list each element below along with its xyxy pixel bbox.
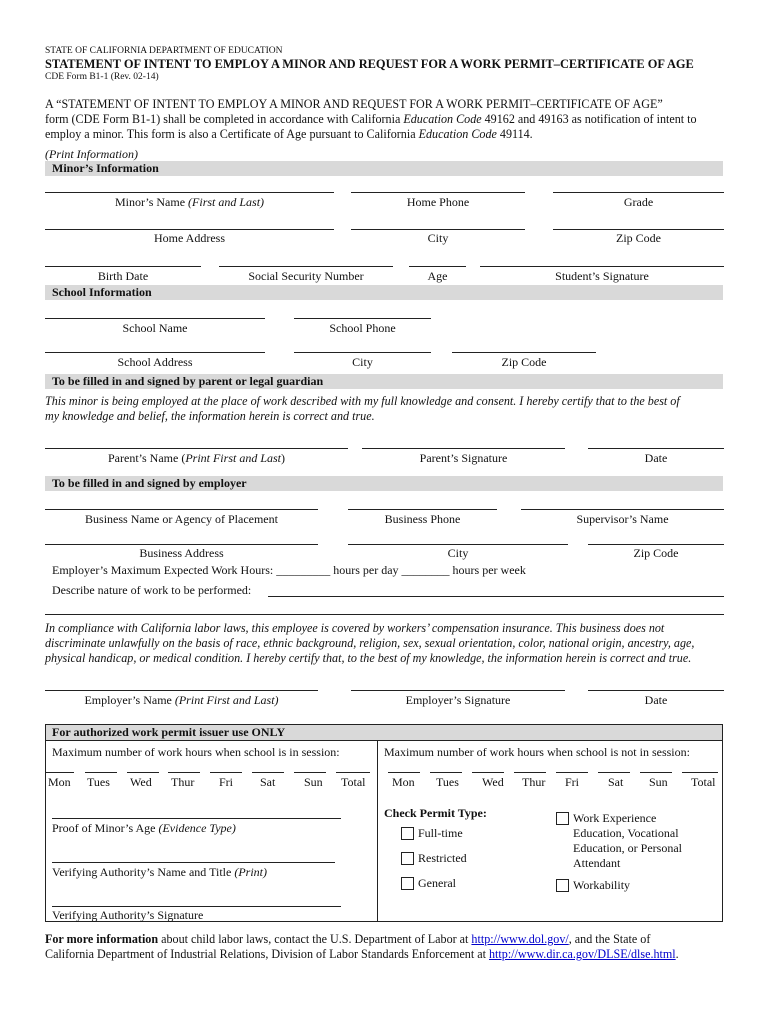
employer-date-label: Date (644, 693, 668, 707)
minor-name-label: Minor’s Name (First and Last) (114, 195, 265, 209)
employer-city-label: City (447, 546, 469, 560)
supervisor-name-field[interactable] (521, 509, 724, 510)
day-label: Thur (171, 775, 195, 789)
parent-date-field[interactable] (588, 448, 724, 449)
compensation-statement: In compliance with California labor laws, this employee is covered by workers’ compensation insurance. This business does not discriminate unlawfully on the basis of race, ethnic background, religion, sex, sexual orientation, color, national origin, ancestry, age, physical handicap, or medical condition. I hereby certify that, to the best of my knowledge, the information herein is correct and true. (45, 621, 695, 665)
minor-zip-field[interactable] (553, 229, 724, 230)
parent-signature-field[interactable] (362, 448, 565, 449)
employer-zip-label: Zip Code (633, 546, 679, 560)
print-info-note: (Print Information) (45, 147, 138, 161)
full-time-checkbox[interactable] (401, 827, 414, 840)
full-time-label: Full-time (418, 826, 463, 840)
parent-section-header: To be filled in and signed by parent or legal guardian (45, 374, 723, 389)
restricted-label: Restricted (418, 851, 467, 865)
birth-date-label: Birth Date (97, 269, 149, 283)
day-label: Wed (130, 775, 152, 789)
day-label: Fri (565, 775, 580, 789)
day-label: Tues (87, 775, 110, 789)
employer-name-label: Employer’s Name (Print First and Last) (84, 693, 279, 707)
employer-city-field[interactable] (348, 544, 568, 545)
employer-section-header: To be filled in and signed by employer (45, 476, 723, 491)
general-label: General (418, 876, 456, 890)
student-signature-label: Student’s Signature (555, 269, 649, 283)
school-zip-field[interactable] (452, 352, 596, 353)
hours-field[interactable] (294, 772, 326, 773)
school-name-label: School Name (122, 321, 188, 335)
school-address-field[interactable] (45, 352, 265, 353)
employer-zip-field[interactable] (588, 544, 724, 545)
intro-line-1: A “STATEMENT OF INTENT TO EMPLOY A MINOR AND REQUEST FOR A WORK PERMIT–CERTIFICATE OF AGE” (45, 97, 663, 111)
intro-line-3: employ a minor. This form is also a Certificate of Age pursuant to California Education Code 49114. (45, 127, 533, 141)
work-experience-label: Work Experience Education, Vocational Education, or Personal Attendant (573, 811, 682, 870)
workability-label: Workability (573, 878, 631, 892)
parent-name-label: Parent’s Name (Print First and Last) (108, 451, 285, 465)
day-label: Sun (649, 775, 668, 789)
dlse-link[interactable]: http://www.dir.ca.gov/DLSE/dlse.html (489, 947, 676, 961)
issuer-divider (377, 740, 378, 921)
max-work-hours-field[interactable]: Employer’s Maximum Expected Work Hours: _________ hours per day ________ hours per week (52, 563, 526, 577)
in-session-label: Maximum number of work hours when school is in session: (52, 745, 340, 759)
hours-field[interactable] (640, 772, 672, 773)
school-phone-field[interactable] (294, 318, 431, 319)
day-label: Sat (260, 775, 276, 789)
hours-field[interactable] (682, 772, 718, 773)
hours-field[interactable] (514, 772, 546, 773)
dol-link[interactable]: http://www.dol.gov/ (471, 932, 569, 946)
day-label: Mon (392, 775, 415, 789)
parent-name-field[interactable] (45, 448, 348, 449)
minor-name-field[interactable] (45, 192, 334, 193)
day-label: Sat (608, 775, 624, 789)
hours-field[interactable] (472, 772, 504, 773)
birth-date-field[interactable] (45, 266, 201, 267)
school-zip-label: Zip Code (501, 355, 547, 369)
business-phone-field[interactable] (348, 509, 497, 510)
home-address-label: Home Address (154, 231, 225, 245)
hours-field[interactable] (46, 772, 74, 773)
permit-type-label: Check Permit Type: (384, 806, 487, 820)
school-city-field[interactable] (294, 352, 431, 353)
grade-label: Grade (623, 195, 654, 209)
home-address-field[interactable] (45, 229, 334, 230)
form-id: CDE Form B1-1 (Rev. 02-14) (45, 72, 159, 82)
day-label: Total (341, 775, 366, 789)
work-description-field-2[interactable] (45, 614, 724, 615)
business-phone-label: Business Phone (384, 512, 461, 526)
business-name-field[interactable] (45, 509, 318, 510)
business-name-label: Business Name or Agency of Placement (85, 512, 278, 526)
business-address-label: Business Address (139, 546, 224, 560)
minor-city-label: City (427, 231, 449, 245)
intro-line-2: form (CDE Form B1-1) shall be completed in accordance with California Education Code 49162 and 49163 as notification of intent to (45, 112, 697, 126)
parent-signature-label: Parent’s Signature (419, 451, 508, 465)
school-phone-label: School Phone (329, 321, 396, 335)
hours-field[interactable] (430, 772, 462, 773)
day-label: Thur (522, 775, 546, 789)
day-label: Wed (482, 775, 504, 789)
verifier-signature-field[interactable] (52, 906, 341, 907)
age-label: Age (427, 269, 448, 283)
student-signature-field[interactable] (480, 266, 724, 267)
minor-city-field[interactable] (351, 229, 525, 230)
school-city-label: City (352, 355, 373, 369)
hours-field[interactable] (598, 772, 630, 773)
minor-section-header: Minor’s Information (45, 161, 723, 176)
verifier-signature-label: Verifying Authority’s Signature (52, 908, 204, 922)
intro-paragraph (45, 97, 735, 142)
hours-field[interactable] (210, 772, 242, 773)
school-name-field[interactable] (45, 318, 265, 319)
verifier-name-field[interactable] (52, 862, 335, 863)
business-address-field[interactable] (45, 544, 318, 545)
employer-signature-field[interactable] (351, 690, 565, 691)
hours-field[interactable] (85, 772, 117, 773)
proof-of-age-field[interactable] (52, 818, 341, 819)
employer-signature-label: Employer’s Signature (405, 693, 511, 707)
issuer-section-header: For authorized work permit issuer use ONLY (46, 725, 722, 741)
general-checkbox[interactable] (401, 877, 414, 890)
ssn-field[interactable] (219, 266, 393, 267)
supervisor-name-label: Supervisor’s Name (576, 512, 669, 526)
hours-field[interactable] (168, 772, 200, 773)
form-title: STATEMENT OF INTENT TO EMPLOY A MINOR AND REQUEST FOR A WORK PERMIT–CERTIFICATE OF AGE (45, 57, 694, 71)
hours-field[interactable] (556, 772, 588, 773)
day-label: Sun (304, 775, 323, 789)
hours-field[interactable] (252, 772, 284, 773)
grade-field[interactable] (553, 192, 724, 193)
hours-field[interactable] (388, 772, 420, 773)
verifier-name-label: Verifying Authority’s Name and Title (Print) (52, 865, 267, 879)
home-phone-field[interactable] (351, 192, 525, 193)
work-description-field[interactable] (268, 596, 724, 597)
day-label: Total (691, 775, 716, 789)
day-label: Mon (48, 775, 71, 789)
restricted-checkbox[interactable] (401, 852, 414, 865)
workability-checkbox[interactable] (556, 879, 569, 892)
employer-date-field[interactable] (588, 690, 724, 691)
parent-date-label: Date (644, 451, 668, 465)
proof-of-age-label: Proof of Minor’s Age (Evidence Type) (52, 821, 236, 835)
more-info-note: For more information about child labor laws, contact the U.S. Department of Labor at http://www.dol.gov/, and the State of California Department of Industrial Relations, Division of Labor Standards Enforcement at http://www.dir.ca.gov/DLSE/dlse.html. (45, 932, 679, 961)
ssn-label: Social Security Number (248, 269, 364, 283)
not-in-session-label: Maximum number of work hours when school is not in session: (384, 745, 690, 759)
school-section-header: School Information (45, 285, 723, 300)
day-label: Fri (219, 775, 234, 789)
employer-name-field[interactable] (45, 690, 318, 691)
day-label: Tues (436, 775, 459, 789)
hours-field[interactable] (336, 772, 370, 773)
parent-consent-statement: This minor is being employed at the place of work described with my full knowledge and consent. I hereby certify that to the best of my knowledge and belief, the information herein is correct and true. (45, 394, 680, 423)
hours-field[interactable] (127, 772, 159, 773)
home-phone-label: Home Phone (406, 195, 470, 209)
work-description-label: Describe nature of work to be performed: (52, 583, 252, 597)
minor-zip-label: Zip Code (616, 231, 661, 245)
agency-name: STATE OF CALIFORNIA DEPARTMENT OF EDUCATION (45, 46, 283, 56)
school-address-label: School Address (117, 355, 193, 369)
age-field[interactable] (409, 266, 466, 267)
work-experience-checkbox[interactable] (556, 812, 569, 825)
